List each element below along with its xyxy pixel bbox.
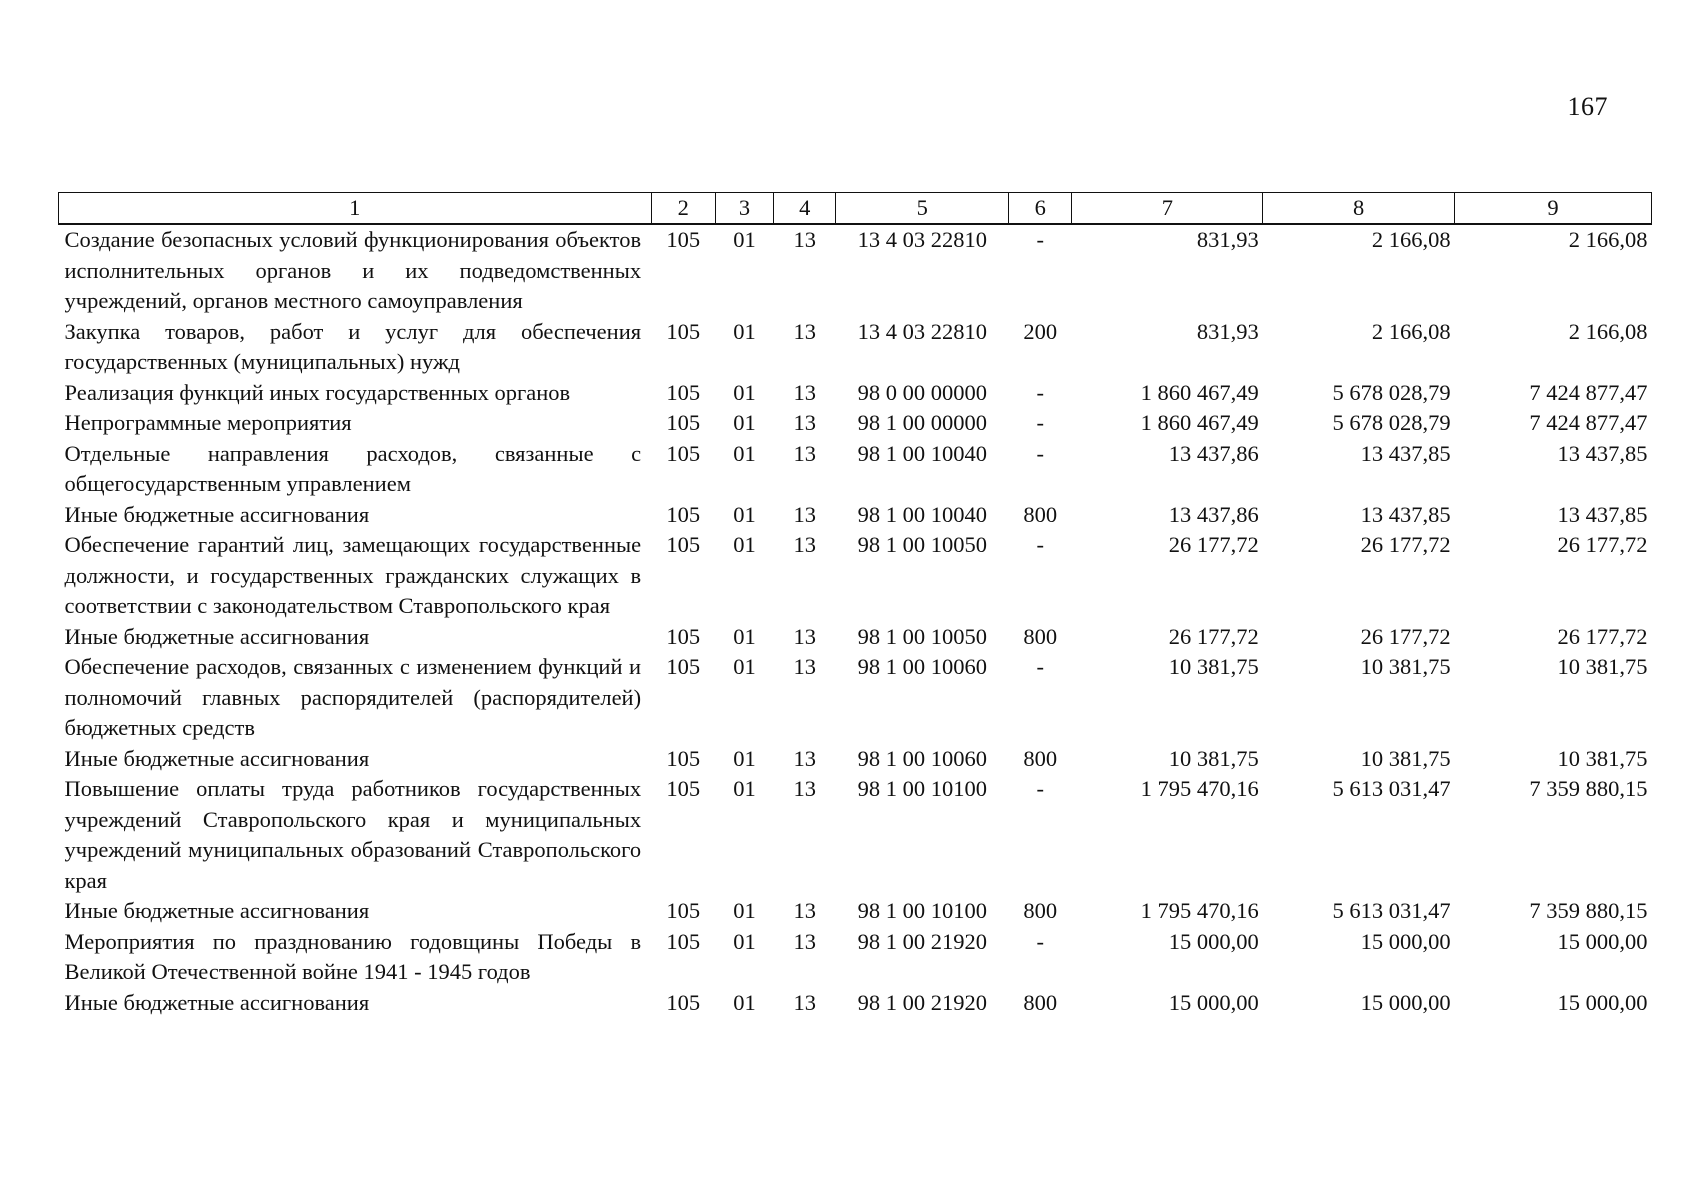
subsection-code: 13 (793, 745, 816, 771)
subsection-code: 13 (793, 532, 816, 557)
table-header (59, 193, 1652, 225)
amount-col-9: 2 166,08 (1568, 318, 1648, 344)
subsection-code: 13 (793, 898, 816, 923)
table-header-row (59, 193, 1652, 225)
amount-col-9: 13 437,85 (1557, 501, 1648, 527)
amount-col-7: 13 437,86 (1168, 501, 1259, 527)
table-row (59, 439, 1652, 500)
ministry-code: 105 (666, 410, 701, 435)
section-code: 01 (733, 623, 756, 649)
amount-col-9: 7 424 877,47 (1529, 379, 1648, 405)
amount-col-9: 7 359 880,15 (1529, 776, 1648, 801)
target-item-code: 98 1 00 10040 (857, 501, 987, 527)
amount-col-8: 10 381,75 (1360, 654, 1451, 679)
target-item-code: 98 1 00 10060 (857, 654, 987, 679)
expense-name: Иные бюджетные ассигнования (64, 989, 370, 1015)
amount-col-8: 2 166,08 (1371, 318, 1451, 344)
subsection-code: 13 (793, 410, 816, 435)
subsection-code: 13 (793, 654, 816, 679)
column-header-7: 7 (1072, 193, 1263, 225)
expense-type-code: - (1036, 440, 1045, 466)
column-header-3: 3 (715, 193, 773, 225)
target-item-code: 98 1 00 10050 (857, 532, 987, 557)
table-row (59, 652, 1652, 744)
subsection-code: 13 (793, 928, 816, 954)
ministry-code: 105 (666, 989, 701, 1015)
ministry-code: 105 (666, 318, 701, 344)
table-row (59, 774, 1652, 896)
target-item-code: 98 1 00 21920 (857, 928, 987, 954)
ministry-code: 105 (666, 227, 701, 252)
table-row (59, 224, 1652, 317)
amount-col-8: 5 613 031,47 (1332, 776, 1451, 801)
amount-col-7: 1 795 470,16 (1140, 776, 1259, 801)
section-code: 01 (733, 227, 756, 252)
ministry-code: 105 (666, 532, 701, 557)
column-header-1: 1 (59, 193, 652, 225)
expense-name: Иные бюджетные ассигнования (64, 898, 370, 923)
column-header-9: 9 (1455, 193, 1652, 225)
ministry-code: 105 (666, 440, 701, 466)
amount-col-7: 831,93 (1196, 227, 1259, 252)
column-header-8: 8 (1263, 193, 1455, 225)
amount-col-8: 5 613 031,47 (1332, 898, 1451, 923)
amount-col-7: 10 381,75 (1168, 745, 1259, 771)
section-code: 01 (733, 745, 756, 771)
column-header-4: 4 (774, 193, 836, 225)
expense-type-code: - (1036, 532, 1045, 557)
amount-col-7: 13 437,86 (1168, 440, 1259, 466)
amount-col-7: 1 860 467,49 (1140, 379, 1259, 405)
subsection-code: 13 (793, 227, 816, 252)
ministry-code: 105 (666, 623, 701, 649)
amount-col-7: 831,93 (1196, 318, 1259, 344)
expense-type-code: - (1036, 379, 1045, 405)
column-header-6: 6 (1009, 193, 1072, 225)
expense-name: Повышение оплаты труда работников государственных учреждений Ставропольского края и муниципальных учреждений муниципальных образований Ставропольского края (64, 776, 642, 893)
table-row (59, 408, 1652, 439)
expense-name: Реализация функций иных государственных органов (64, 379, 571, 405)
amount-col-8: 2 166,08 (1371, 227, 1451, 252)
section-code: 01 (733, 501, 756, 527)
amount-col-9: 7 359 880,15 (1529, 898, 1648, 923)
section-code: 01 (733, 898, 756, 923)
amount-col-7: 1 860 467,49 (1140, 410, 1259, 435)
expense-type-code: - (1036, 654, 1045, 679)
expense-name: Создание безопасных условий функционирования объектов исполнительных органов и их подведомственных учреждений, органов местного самоуправления (64, 227, 642, 313)
amount-col-7: 1 795 470,16 (1140, 898, 1259, 923)
expense-type-code: 800 (1023, 745, 1058, 771)
ministry-code: 105 (666, 776, 701, 801)
amount-col-8: 5 678 028,79 (1332, 379, 1451, 405)
table-row (59, 378, 1652, 409)
section-code: 01 (733, 776, 756, 801)
table-row (59, 622, 1652, 653)
table-row (59, 927, 1652, 988)
expense-type-code: - (1036, 776, 1045, 801)
expense-name: Обеспечение гарантий лиц, замещающих государственные должности, и государственных гражданских служащих в соответствии с законодательством Ставропольского края (64, 532, 642, 618)
table-row (59, 530, 1652, 622)
target-item-code: 13 4 03 22810 (857, 227, 987, 252)
target-item-code: 98 1 00 10060 (857, 745, 987, 771)
table-row (59, 500, 1652, 531)
table-row (59, 896, 1652, 927)
amount-col-9: 10 381,75 (1557, 654, 1648, 679)
amount-col-8: 13 437,85 (1360, 501, 1451, 527)
section-code: 01 (733, 440, 756, 466)
target-item-code: 98 1 00 10100 (857, 898, 987, 923)
amount-col-9: 2 166,08 (1568, 227, 1648, 252)
table-row (59, 317, 1652, 378)
target-item-code: 98 1 00 21920 (857, 989, 987, 1015)
subsection-code: 13 (793, 440, 816, 466)
table-row (59, 744, 1652, 775)
page-number: 167 (1567, 92, 1608, 121)
amount-col-9: 10 381,75 (1557, 745, 1648, 771)
target-item-code: 13 4 03 22810 (857, 318, 987, 344)
expense-name: Иные бюджетные ассигнования (64, 745, 370, 771)
target-item-code: 98 1 00 10040 (857, 440, 987, 466)
ministry-code: 105 (666, 928, 701, 954)
expense-type-code: 800 (1023, 898, 1058, 923)
amount-col-9: 13 437,85 (1557, 440, 1648, 466)
amount-col-7: 15 000,00 (1168, 989, 1259, 1015)
table-body (59, 224, 1652, 1018)
subsection-code: 13 (793, 776, 816, 801)
expense-name: Отдельные направления расходов, связанные с общегосударственным управлением (64, 440, 642, 496)
budget-table (58, 192, 1652, 1018)
target-item-code: 98 1 00 10100 (857, 776, 987, 801)
amount-col-8: 26 177,72 (1360, 532, 1451, 557)
expense-name: Закупка товаров, работ и услуг для обеспечения государственных (муниципальных) нужд (64, 318, 642, 374)
subsection-code: 13 (793, 623, 816, 649)
expense-type-code: - (1036, 410, 1045, 435)
section-code: 01 (733, 928, 756, 954)
ministry-code: 105 (666, 654, 701, 679)
amount-col-9: 15 000,00 (1557, 989, 1648, 1015)
amount-col-8: 10 381,75 (1360, 745, 1451, 771)
ministry-code: 105 (666, 745, 701, 771)
expense-type-code: 800 (1023, 501, 1058, 527)
amount-col-7: 10 381,75 (1168, 654, 1259, 679)
target-item-code: 98 0 00 00000 (857, 379, 987, 405)
amount-col-8: 13 437,85 (1360, 440, 1451, 466)
ministry-code: 105 (666, 898, 701, 923)
expense-type-code: 800 (1023, 623, 1058, 649)
section-code: 01 (733, 410, 756, 435)
amount-col-8: 15 000,00 (1360, 989, 1451, 1015)
expense-type-code: 200 (1023, 318, 1058, 344)
target-item-code: 98 1 00 00000 (857, 410, 987, 435)
table-row (59, 988, 1652, 1019)
amount-col-7: 26 177,72 (1168, 623, 1259, 649)
amount-col-9: 26 177,72 (1557, 623, 1648, 649)
amount-col-9: 7 424 877,47 (1529, 410, 1648, 435)
subsection-code: 13 (793, 379, 816, 405)
amount-col-9: 15 000,00 (1557, 928, 1648, 954)
amount-col-9: 26 177,72 (1557, 532, 1648, 557)
section-code: 01 (733, 532, 756, 557)
expense-name: Мероприятия по празднованию годовщины Победы в Великой Отечественной войне 1941 - 1945 годов (64, 928, 642, 984)
expense-name: Обеспечение расходов, связанных с изменением функций и полномочий главных распорядителей (распорядителей) бюджетных средств (64, 654, 642, 740)
ministry-code: 105 (666, 379, 701, 405)
expense-name: Иные бюджетные ассигнования (64, 501, 370, 527)
target-item-code: 98 1 00 10050 (857, 623, 987, 649)
expense-type-code: 800 (1023, 989, 1058, 1015)
expense-name: Непрограммные мероприятия (64, 410, 352, 435)
subsection-code: 13 (793, 318, 816, 344)
subsection-code: 13 (793, 989, 816, 1015)
expense-name: Иные бюджетные ассигнования (64, 623, 370, 649)
amount-col-7: 26 177,72 (1168, 532, 1259, 557)
section-code: 01 (733, 654, 756, 679)
amount-col-8: 15 000,00 (1360, 928, 1451, 954)
amount-col-8: 5 678 028,79 (1332, 410, 1451, 435)
column-header-2: 2 (651, 193, 715, 225)
section-code: 01 (733, 379, 756, 405)
subsection-code: 13 (793, 501, 816, 527)
ministry-code: 105 (666, 501, 701, 527)
column-header-5: 5 (836, 193, 1009, 225)
amount-col-7: 15 000,00 (1168, 928, 1259, 954)
expense-type-code: - (1036, 227, 1045, 252)
section-code: 01 (733, 989, 756, 1015)
amount-col-8: 26 177,72 (1360, 623, 1451, 649)
section-code: 01 (733, 318, 756, 344)
expense-type-code: - (1036, 928, 1045, 954)
